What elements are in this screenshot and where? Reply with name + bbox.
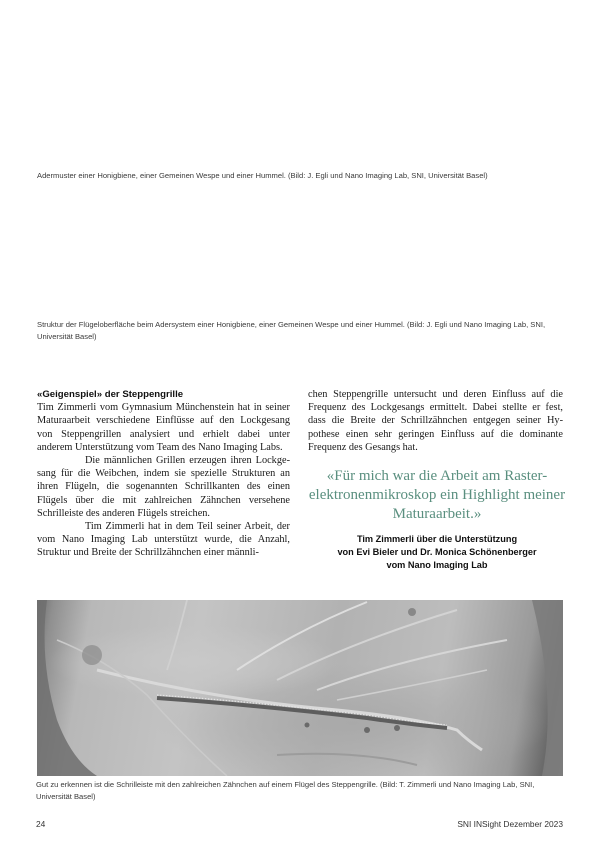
figure-caption-wing-surface: Struktur der Flügeloberfläche beim Adersystem einer Honigbiene, einer Gemeinen Wespe und einer Hummel. (Bild: J. Egli und Nano Imaging Lab, SNI, Universität Basel)	[37, 320, 546, 341]
attribution-line: Tim Zimmerli über die Unterstützung	[356, 534, 518, 544]
wing-vein	[277, 754, 417, 765]
wing-vein	[277, 610, 457, 680]
article-column-right	[308, 388, 563, 454]
attribution-line: vom Nano Imaging Lab	[386, 560, 488, 570]
sem-photo-cricket-wing	[37, 600, 563, 776]
wing-vein	[57, 640, 227, 776]
debris-spot	[394, 725, 400, 731]
pull-quote-attribution	[308, 533, 566, 572]
page-number: 24	[36, 819, 46, 829]
wing-vein	[237, 602, 367, 670]
article-paragraph: Tim Zimmerli hat in dem Teil seiner Arbeit, der vom Nano Imaging Lab unterstützt wurde, die Anzahl, Struktur und Breite der Schrillzähnchen einer männli-	[37, 521, 290, 559]
sem-photo-illustration	[37, 600, 563, 776]
article-paragraph: Tim Zimmerli vom Gymnasium Münchenstein hat in seiner Maturaarbeit verschiedene Einflüsse auf den Lockgesang von Steppengrillen analysiert und erhielt dabei unter anderem Unterstützung vom Team des Nano Imaging Labs.	[37, 402, 290, 453]
wing-vein	[167, 600, 187, 670]
photo-shadow-left	[37, 600, 97, 776]
figure-caption-stridulatory-file: Gut zu erkennen ist die Schrilleiste mit den zahlreichen Zähnchen auf einem Flügel des Steppengrille. (Bild: T. Zimmerli und Nano Imaging Lab, SNI, Universität Basel)	[36, 780, 535, 801]
attribution-line: von Evi Bieler und Dr. Monica Schönenberger	[337, 547, 537, 557]
stridulatory-file	[157, 698, 447, 728]
article-subheading: «Geigenspiel» der Steppengrille	[37, 389, 184, 400]
photo-shadow-right	[532, 600, 563, 776]
article-column-left	[37, 388, 290, 560]
publication-info: SNI INSight Dezember 2023	[457, 819, 563, 829]
article-paragraph: Die männlichen Grillen erzeugen ihren Lockgesang für die Weibchen, indem sie spezielle Strukturen an ihren Flügeln, die sogenannten Schrillkanten des einen Flügels über die mit zahlreichen Zähnchen versehene Schrilleiste des anderen Flügels streichen.	[37, 455, 290, 519]
debris-spot	[82, 645, 102, 665]
article-paragraph: chen Steppengrille untersucht und deren Einfluss auf die Frequenz des Lockgesangs ermittelt. Dabei stellte er fest, dass die Breite der Schrillzähnchen entgegen seiner Hypothese einen sehr geringen Einfluss auf die dominante Frequenz des Gesangs hat.	[308, 389, 563, 453]
debris-spot	[305, 723, 310, 728]
debris-spot	[364, 727, 370, 733]
wing-vein	[317, 640, 507, 690]
debris-spot	[408, 608, 416, 616]
figure-caption-wing-veins: Adermuster einer Honigbiene, einer Gemeinen Wespe und einer Hummel. (Bild: J. Egli und Nano Imaging Lab, SNI, Universität Basel)	[37, 171, 488, 180]
pull-quote: «Für mich war die Arbeit am Raster-elektronenmikroskop ein Highlight meiner Maturaarbeit.»	[308, 468, 566, 522]
